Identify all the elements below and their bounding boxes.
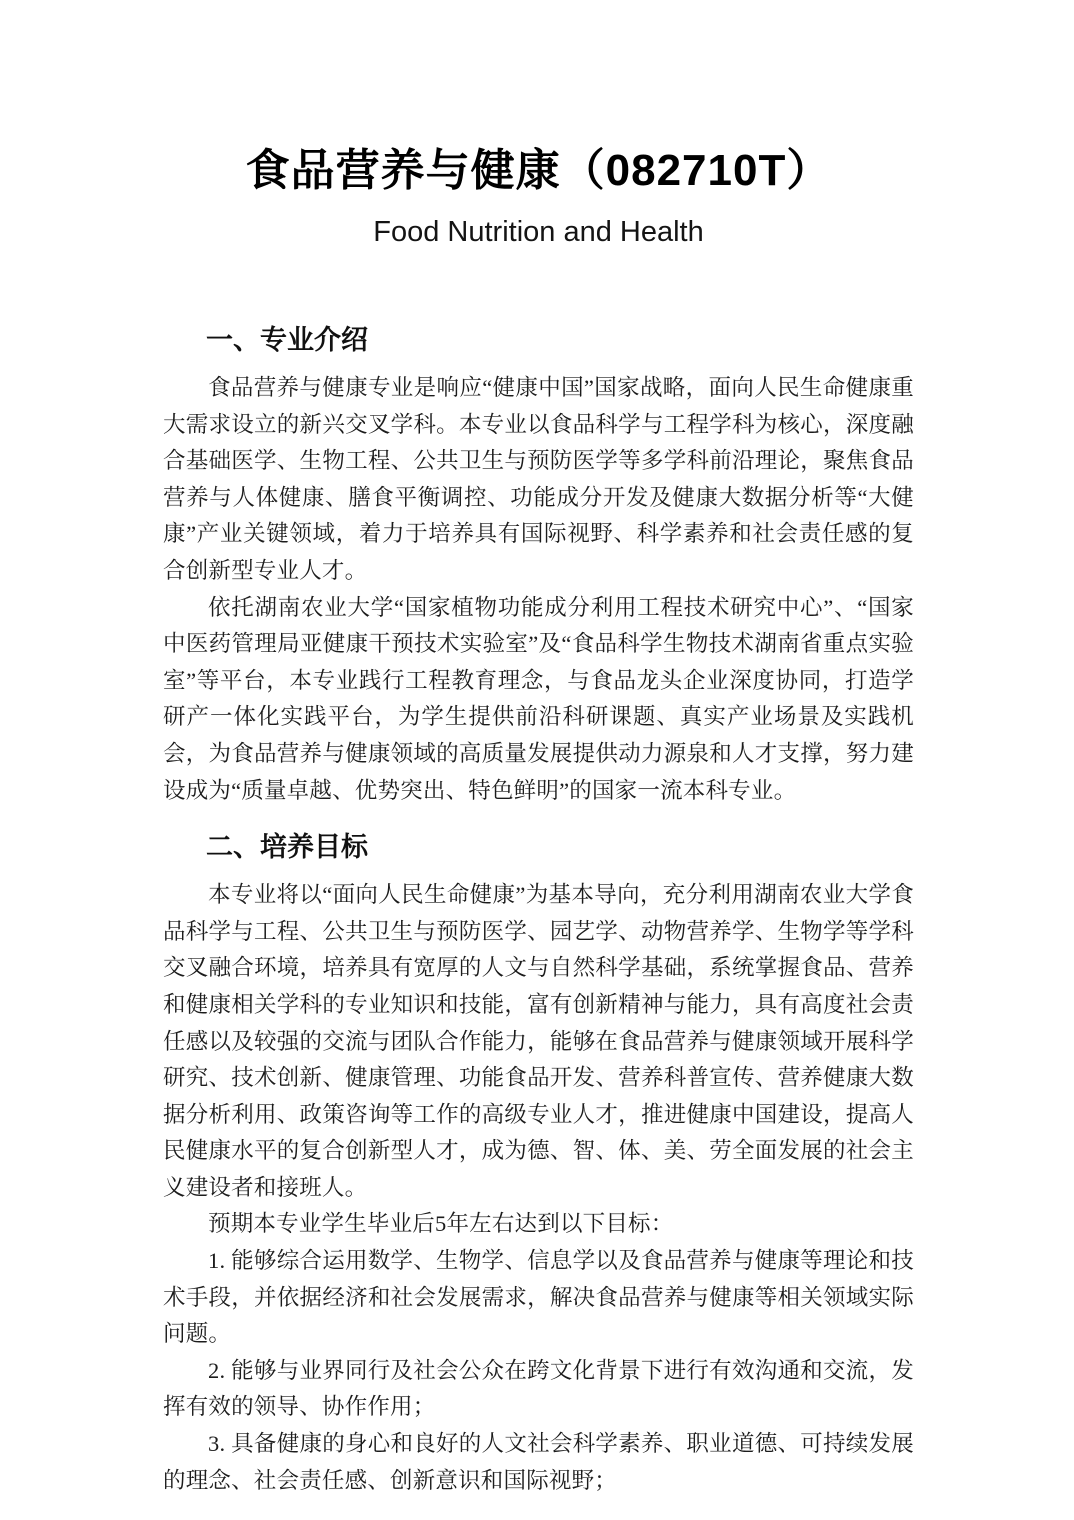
- title-program-code: （082710T）: [560, 146, 832, 195]
- section-heading-major-introduction: 一、专业介绍: [206, 325, 368, 355]
- section-heading-training-objectives: 二、培养目标: [206, 832, 368, 863]
- paragraph-major-intro-2: 依托湖南农业大学“国家植物功能成分利用工程技术研究中心”、“国家中医药管理局亚健康干预技术实验室”及“食品科学生物技术湖南省重点实验室”等平台，本专业践行工程教育理念，与食品龙头企业深度协同，打造学研产一体化实践平台，为学生提供前沿科研课题、真实产业场景及实践机会，为食品营养与健康领域的高质量发展提供动力源泉和人才支撑，努力建设成为“质量卓越、优势突出、特色鲜明”的国家一流本科专业。: [163, 594, 914, 803]
- page-subtitle-english: Food Nutrition and Health: [373, 216, 704, 248]
- page-title: [163, 143, 914, 198]
- list-item-goal-3: 3. 具备健康的身心和良好的人文社会科学素养、职业道德、可持续发展的理念、社会责任感、创新意识和国际视野；: [163, 1431, 914, 1493]
- paragraph-major-intro-1: 食品营养与健康专业是响应“健康中国”国家战略，面向人民生命健康重大需求设立的新兴交叉学科。本专业以食品科学与工程学科为核心，深度融合基础医学、生物工程、公共卫生与预防医学等多学科前沿理论，聚焦食品营养与人体健康、膳食平衡调控、功能成分开发及健康大数据分析等“大健康”产业关键领域，着力于培养具有国际视野、科学素养和社会责任感的复合创新型专业人才。: [163, 375, 914, 583]
- list-item-goal-1: 1. 能够综合运用数学、生物学、信息学以及食品营养与健康等理论和技术手段，并依据经济和社会发展需求，解决食品营养与健康等相关领域实际问题。: [163, 1248, 914, 1347]
- list-item-goal-2: 2. 能够与业界同行及社会公众在跨文化背景下进行有效沟通和交流，发挥有效的领导、协作作用；: [163, 1357, 914, 1420]
- paragraph-expected-goals-lead-in: 预期本专业学生毕业后5年左右达到以下目标：: [208, 1211, 674, 1237]
- paragraph-training-objectives-overview: 本专业将以“面向人民生命健康”为基本导向，充分利用湖南农业大学食品科学与工程、公共卫生与预防医学、园艺学、动物营养学、生物学等学科交叉融合环境，培养具有宽厚的人文与自然科学基础，系统掌握食品、营养和健康相关学科的专业知识和技能，富有创新精神与能力，具有高度社会责任感以及较强的交流与团队合作能力，能够在食品营养与健康领域开展科学研究、技术创新、健康管理、功能食品开发、营养科普宣传、营养健康大数据分析利用、政策咨询等工作的高级专业人才，推进健康中国建设，提高人民健康水平的复合创新型人才，成为德、智、体、美、劳全面发展的社会主义建设者和接班人。: [163, 882, 914, 1200]
- title-chinese-text: 食品营养与健康: [245, 146, 561, 195]
